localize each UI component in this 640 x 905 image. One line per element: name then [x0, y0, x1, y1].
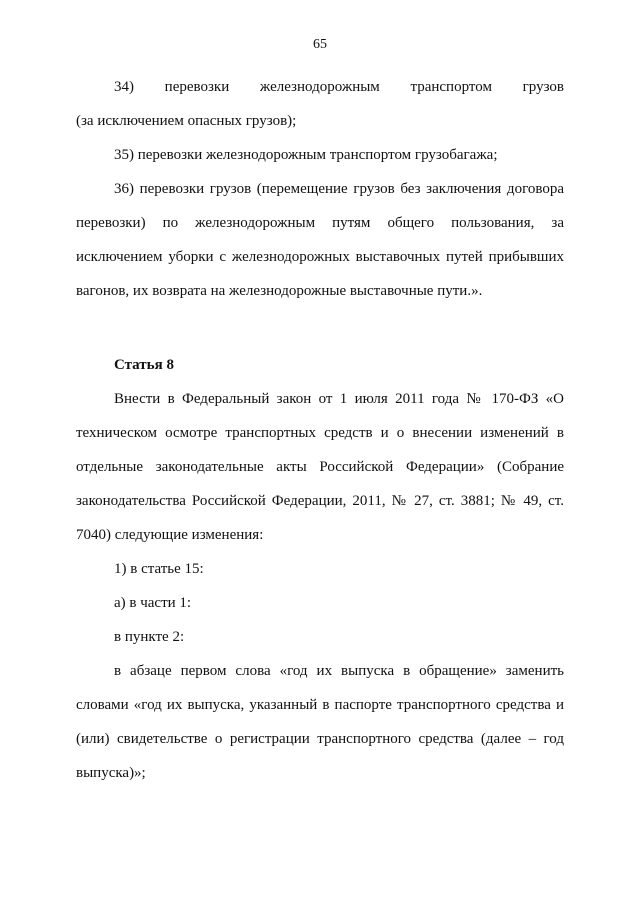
paragraph-intro: Внести в Федеральный закон от 1 июля 2011 года № 170-ФЗ «О техническом осмотре транспортных средств и о внесении изменений в отдельные законодательные акты Российской Федерации» (Собрание законодательства Российской Федерации, 2011, № 27, ст. 3881; № 49, ст. 7040) следующие изменения:	[76, 391, 564, 543]
paragraph-36: 36) перевозки грузов (перемещение грузов без заключения договора перевозки) по железнодорожным путям общего пользования, за исключением уборки с железнодорожных выставочных путей прибывших вагонов, их возврата на железнодорожные выставочные пути.».	[76, 181, 564, 299]
paragraph-34-line1: 34) перевозки железнодорожным транспортом грузов	[114, 79, 564, 95]
article-heading: Статья 8	[114, 357, 174, 373]
page-number: 65	[313, 37, 327, 52]
paragraph-item-1: 1) в статье 15:	[114, 561, 204, 577]
document-body	[76, 70, 564, 790]
paragraph-point-2: в пункте 2:	[114, 629, 185, 645]
paragraph-34-line2: (за исключением опасных грузов);	[76, 113, 297, 129]
paragraph-35: 35) перевозки железнодорожным транспортом грузобагажа;	[114, 147, 498, 163]
paragraph-item-a: а) в части 1:	[114, 595, 192, 611]
paragraph-abzac: в абзаце первом слова «год их выпуска в обращение» заменить словами «год их выпуска, указанный в паспорте транспортного средства и (или) свидетельстве о регистрации транспортного средства (далее – год выпуска)»;	[76, 663, 564, 781]
